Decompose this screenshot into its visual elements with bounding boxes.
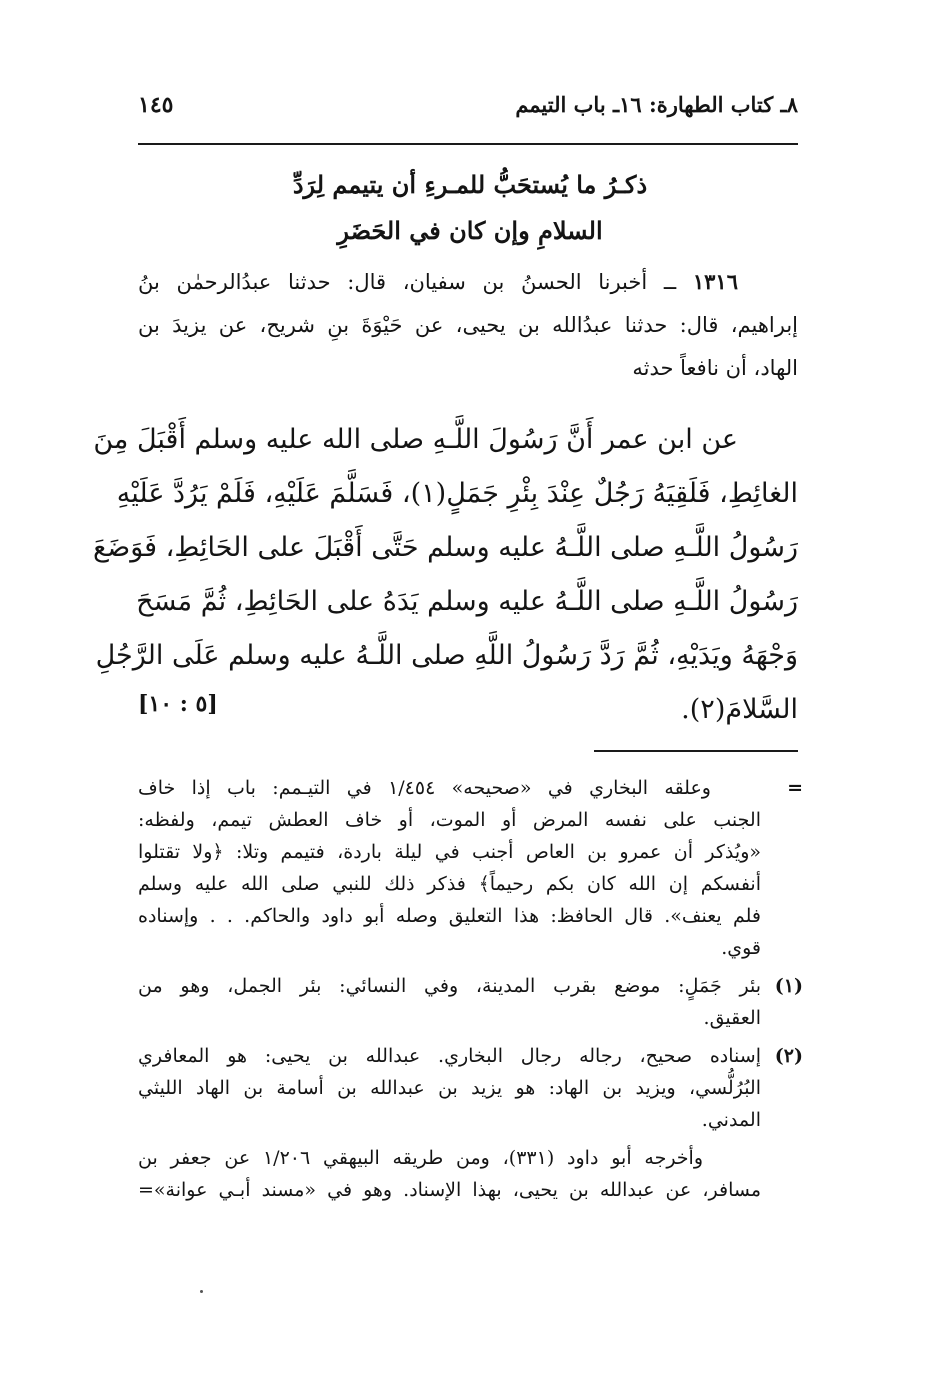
footnote-line: البُرُلُّسي، ويزيد بن الهاد: هو يزيد بن عبدالله بن أسامة بن الهاد الليثي [138, 1077, 761, 1099]
footnote-2-continuation [138, 1142, 803, 1206]
footnote-line: بئر جَمَلٍ: موضع بقرب المدينة، وفي النسائي: بئر الجمل، وهو من [138, 975, 761, 997]
matn-line-3: رَسُولُ اللَّـهِ صلى اللَّـهُ عليه وسلم حَتَّى أَقْبَلَ على الحَائِطِ، فَوَضَعَ [92, 532, 798, 563]
footnote-1-mark: (١) [774, 975, 803, 997]
footnote-line: المدني. [701, 1109, 761, 1131]
matn-line-2: الغائِطِ، فَلَقِيَهُ رَجُلٌ عِنْدَ بِئْرِ جَمَلٍ(١)، فَسَلَّمَ عَلَيْهِ، فَلَمْ يَرُدَّ عَلَيْهِ [116, 478, 798, 509]
footnotes [138, 772, 803, 1206]
footnote-line: أنفسكم إن الله كان بكم رحيماً﴾ فذكر ذلك للنبي صلى الله عليه وسلم [138, 873, 761, 895]
header-rule [138, 143, 798, 145]
section-heading-line-1: ذكـرُ ما يُستحَبُّ للمـرءِ أن يتيمم لِرَدِّ [292, 170, 648, 199]
footnote-line: إسناده صحيح، رجاله رجال البخاري. عبدالله بن يحيى: هو المعافري [138, 1045, 761, 1067]
hadith-reference: [٥ : ١٠] [138, 691, 218, 717]
matn-line-5: وَجْهَهُ ويَدَيْهِ، ثُمَّ رَدَّ رَسُولُ اللَّهِ صلى اللَّـهُ عليه وسلم عَلَى الرَّجُلِ [95, 640, 798, 671]
chapter-title: ٨ـ كتاب الطهارة: ١٦ـ باب التيمم [515, 92, 798, 117]
footnote-line: وأخرجه أبو داود (٣٣١)، ومن طريقه البيهقي ١/٢٠٦ عن جعفر بن [138, 1147, 704, 1169]
hadith-number: ١٣١٦ [692, 269, 738, 294]
isnad-line-3: الهاد، أن نافعاً حدثه [632, 356, 798, 380]
footnote-line: مسافر، عن عبدالله بن يحيى، بهذا الإسناد. وهو في «مسند أبـي عوانة»= [138, 1179, 761, 1201]
isnad-paragraph [138, 260, 798, 390]
footnote-line: وعلقه البخاري في «صحيحه» ١/٤٥٤ في التيـمم: باب إذا خاف [138, 777, 711, 799]
footnote-line: قوي. [721, 937, 761, 959]
section-heading [180, 162, 760, 254]
section-heading-line-2: السلامِ وإن كان في الحَضَرِ [337, 216, 603, 245]
running-head [138, 88, 798, 128]
footnote-continuation [138, 772, 803, 964]
footnote-line: فلم يعنف». قال الحافظ: هذا التعليق وصله أبو داود والحاكم. . . وإسناده [138, 905, 761, 927]
footnote-rule [594, 750, 798, 752]
isnad-line-1 [138, 260, 798, 304]
matn-line-6-text: السَّلامَ(٢). [681, 694, 798, 725]
matn-line-6 [138, 683, 798, 737]
isnad-line-1-text: ــ أخبرنا الحسنُ بن سفيان، قال: حدثنا عبدُالرحمٰن بنُ [138, 270, 693, 294]
matn-line-1: عن ابن عمر أَنَّ رَسُولَ اللَّـهِ صلى الله عليه وسلم أَقْبَلَ مِنَ [93, 424, 738, 455]
footnote-line: «ويُذكر أن عمرو بن العاص أجنب في ليلة باردة، فتيمم وتلا: ﴿ولا تقتلوا [138, 841, 761, 863]
print-speck [200, 1290, 203, 1293]
footnote-2 [138, 1040, 803, 1136]
isnad-line-2: إبراهيم، قال: حدثنا عبدُالله بن يحيى، عن حَيْوَةَ بنِ شريح، عن يزيدَ بن [138, 313, 798, 337]
page-number: ١٤٥ [138, 92, 174, 118]
footnote-1 [138, 970, 803, 1034]
matn-paragraph [92, 413, 798, 737]
matn-line-4: رَسُولُ اللَّـهِ صلى اللَّـهُ عليه وسلم يَدَهُ على الحَائِطِ، ثُمَّ مَسَحَ [136, 586, 798, 617]
footnote-2-mark: (٢) [774, 1045, 803, 1067]
footnote-continuation-mark: = [787, 777, 803, 799]
footnote-line: العقيق. [703, 1007, 761, 1029]
footnote-line: الجنب على نفسه المرض أو الموت، أو خاف العطش تيمم، ولفظه: [138, 809, 761, 831]
